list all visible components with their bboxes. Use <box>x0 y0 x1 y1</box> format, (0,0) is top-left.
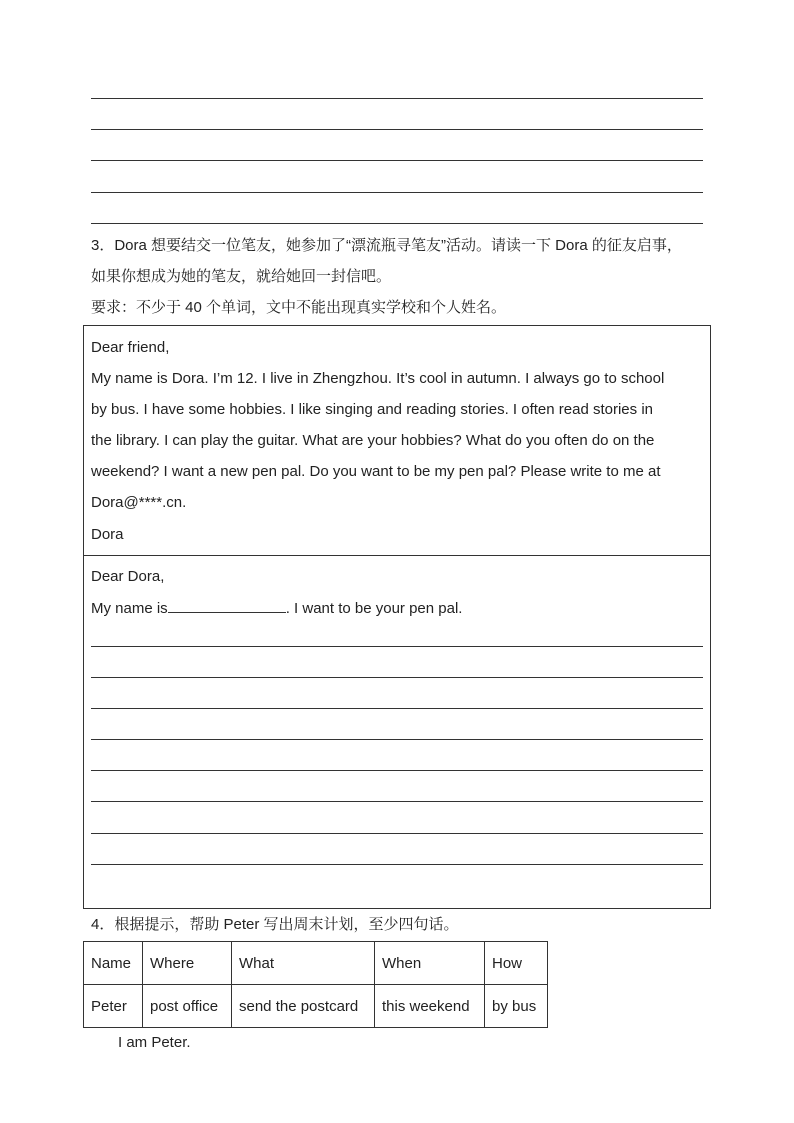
reply-writing-line[interactable] <box>91 864 703 865</box>
writing-line[interactable] <box>91 223 703 224</box>
dora-letter-line: the library. I can play the guitar. What are your hobbies? What do you often do on the <box>91 432 655 449</box>
dora-letter-line: weekend? I want a new pen pal. Do you want to be my pen pal? Please write to me at <box>91 463 661 480</box>
dora-letter-line: Dora@****.cn. <box>91 494 187 511</box>
reply-suffix: . I want to be your pen pal. <box>285 600 463 617</box>
question-3-line-1: 3．Dora 想要结交一位笔友，她参加了“漂流瓶寻笔友”活动。请读一下 Dora 的征友启事， <box>91 237 682 254</box>
dora-letter-line: by bus. I have some hobbies. I like singing and reading stories. I often read stories in <box>91 401 653 418</box>
reply-writing-line[interactable] <box>91 801 703 802</box>
writing-line[interactable] <box>91 192 703 193</box>
reply-writing-line[interactable] <box>91 677 703 678</box>
question-3-line-2: 如果你想成为她的笔友，就给她回一封信吧。 <box>91 268 392 285</box>
reply-writing-line[interactable] <box>91 833 703 834</box>
table-cell: by bus <box>485 985 548 1028</box>
table-row <box>84 985 548 1028</box>
reply-writing-line[interactable] <box>91 739 703 740</box>
header-cell: When <box>375 942 485 985</box>
question-3-requirement: 要求：不少于 40 个单词，文中不能出现真实学校和个人姓名。 <box>91 299 507 316</box>
reply-first-line <box>91 598 462 619</box>
table-cell: this weekend <box>375 985 485 1028</box>
header-cell: What <box>232 942 375 985</box>
name-blank[interactable] <box>168 598 286 613</box>
header-cell: Name <box>84 942 143 985</box>
writing-line[interactable] <box>91 160 703 161</box>
table-cell: Peter <box>84 985 143 1028</box>
reply-writing-line[interactable] <box>91 708 703 709</box>
question-4-prompt: 4．根据提示，帮助 Peter 写出周末计划，至少四句话。 <box>91 916 459 933</box>
header-cell: Where <box>143 942 232 985</box>
writing-line[interactable] <box>91 98 703 99</box>
table-header-row <box>84 942 548 985</box>
reply-greeting: Dear Dora, <box>91 568 165 585</box>
reply-writing-line[interactable] <box>91 646 703 647</box>
table-cell: post office <box>143 985 232 1028</box>
dora-letter-signature: Dora <box>91 526 124 543</box>
dora-letter-greeting: Dear friend, <box>91 339 170 356</box>
table-cell: send the postcard <box>232 985 375 1028</box>
answer-start: I am Peter. <box>118 1034 191 1051</box>
dora-letter-line: My name is Dora. I’m 12. I live in Zhengzhou. It’s cool in autumn. I always go to school <box>91 370 665 387</box>
reply-writing-line[interactable] <box>91 770 703 771</box>
writing-line[interactable] <box>91 129 703 130</box>
header-cell: How <box>485 942 548 985</box>
weekend-plan-table <box>83 941 548 1028</box>
reply-prefix: My name is <box>91 600 168 617</box>
